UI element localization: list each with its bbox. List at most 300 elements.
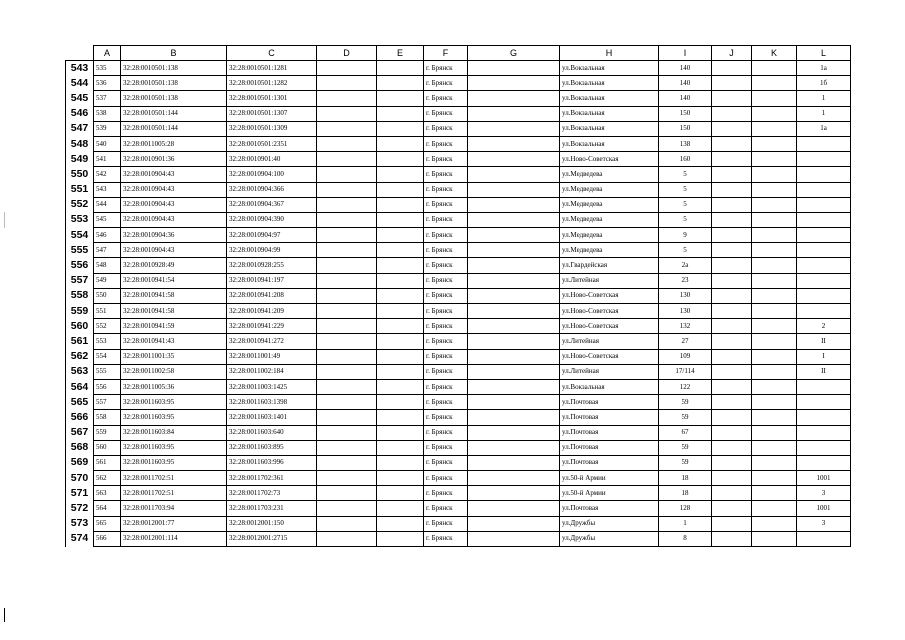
cell-l — [797, 288, 851, 303]
cell-l — [797, 395, 851, 410]
cell-f: г. Брянск — [424, 304, 468, 319]
table-row — [66, 471, 851, 486]
cell-i: 130 — [659, 304, 712, 319]
cell-l — [797, 440, 851, 455]
cell-f: г. Брянск — [424, 455, 468, 470]
cell-e — [377, 136, 424, 151]
cell-d — [317, 410, 377, 425]
cell-h: ул.Ново-Советская — [560, 288, 659, 303]
cell-l: 3 — [797, 516, 851, 531]
row-number: 549 — [66, 152, 94, 167]
cell-c: 32:28:0010941:197 — [227, 273, 317, 288]
cell-d — [317, 243, 377, 258]
table-row — [66, 61, 851, 76]
cell-c: 32:28:0010941:208 — [227, 288, 317, 303]
cell-i: 23 — [659, 273, 712, 288]
cell-k — [752, 486, 797, 501]
cell-i: 5 — [659, 167, 712, 182]
cell-g — [468, 136, 560, 151]
cell-i: 18 — [659, 471, 712, 486]
table-row — [66, 349, 851, 364]
column-header-d: D — [317, 46, 377, 61]
cell-a: 559 — [94, 425, 121, 440]
cell-l — [797, 531, 851, 546]
row-number: 547 — [66, 121, 94, 136]
cell-g — [468, 425, 560, 440]
cell-l — [797, 258, 851, 273]
cell-k — [752, 364, 797, 379]
cell-i: 5 — [659, 212, 712, 227]
cell-l: 1а — [797, 61, 851, 76]
cell-d — [317, 91, 377, 106]
cell-j — [712, 212, 752, 227]
row-number: 569 — [66, 455, 94, 470]
cell-h: ул.Почтовая — [560, 410, 659, 425]
cell-c: 32:28:0011603:1401 — [227, 410, 317, 425]
cell-f: г. Брянск — [424, 258, 468, 273]
cell-d — [317, 364, 377, 379]
cell-c: 32:28:0010904:390 — [227, 212, 317, 227]
cell-b: 32:28:0010941:59 — [121, 319, 227, 334]
cell-c: 32:28:0012001:2715 — [227, 531, 317, 546]
cell-k — [752, 501, 797, 516]
cell-d — [317, 349, 377, 364]
cell-e — [377, 167, 424, 182]
cell-e — [377, 455, 424, 470]
cell-j — [712, 455, 752, 470]
cell-k — [752, 258, 797, 273]
row-number: 558 — [66, 288, 94, 303]
cell-g — [468, 182, 560, 197]
cell-l — [797, 167, 851, 182]
row-number: 551 — [66, 182, 94, 197]
cell-j — [712, 228, 752, 243]
cell-k — [752, 273, 797, 288]
cell-k — [752, 76, 797, 91]
cell-a: 560 — [94, 440, 121, 455]
row-number: 571 — [66, 486, 94, 501]
cell-i: 5 — [659, 197, 712, 212]
cell-d — [317, 258, 377, 273]
cell-c: 32:28:0010501:1309 — [227, 121, 317, 136]
cell-h: ул.Вокзальная — [560, 379, 659, 394]
cell-k — [752, 121, 797, 136]
cell-g — [468, 304, 560, 319]
cell-d — [317, 273, 377, 288]
cell-a: 541 — [94, 152, 121, 167]
cell-j — [712, 486, 752, 501]
cell-h: ул.Литейная — [560, 334, 659, 349]
cell-a: 539 — [94, 121, 121, 136]
cell-d — [317, 379, 377, 394]
row-number: 545 — [66, 91, 94, 106]
table-row — [66, 501, 851, 516]
cell-l — [797, 212, 851, 227]
cell-d — [317, 167, 377, 182]
cell-g — [468, 167, 560, 182]
cell-a: 548 — [94, 258, 121, 273]
table-row — [66, 425, 851, 440]
cell-a: 536 — [94, 76, 121, 91]
cell-g — [468, 121, 560, 136]
cell-f: г. Брянск — [424, 334, 468, 349]
cell-d — [317, 425, 377, 440]
cell-g — [468, 106, 560, 121]
cell-b: 32:28:0010501:144 — [121, 121, 227, 136]
cell-b: 32:28:0010904:43 — [121, 197, 227, 212]
cell-g — [468, 61, 560, 76]
cell-k — [752, 395, 797, 410]
cell-d — [317, 197, 377, 212]
cell-a: 553 — [94, 334, 121, 349]
cell-f: г. Брянск — [424, 76, 468, 91]
cell-f: г. Брянск — [424, 501, 468, 516]
cell-b: 32:28:0011603:95 — [121, 395, 227, 410]
cell-b: 32:28:0010904:43 — [121, 243, 227, 258]
cell-l: 1б — [797, 76, 851, 91]
cell-g — [468, 471, 560, 486]
cell-g — [468, 319, 560, 334]
cell-i: 59 — [659, 455, 712, 470]
cell-k — [752, 304, 797, 319]
cell-c: 32:28:0010501:1282 — [227, 76, 317, 91]
row-number: 573 — [66, 516, 94, 531]
cell-g — [468, 334, 560, 349]
spreadsheet-table — [65, 45, 851, 547]
cell-e — [377, 364, 424, 379]
cell-b: 32:28:0010941:58 — [121, 288, 227, 303]
cell-l: I — [797, 349, 851, 364]
cell-k — [752, 61, 797, 76]
cell-h: ул.Медведева — [560, 167, 659, 182]
cell-h: ул.Медведева — [560, 182, 659, 197]
cell-h: ул.Почтовая — [560, 455, 659, 470]
column-header-g: G — [468, 46, 560, 61]
row-number: 557 — [66, 273, 94, 288]
cell-i: 132 — [659, 319, 712, 334]
table-row — [66, 243, 851, 258]
cell-k — [752, 455, 797, 470]
cell-h: ул.Медведева — [560, 228, 659, 243]
cell-i: 9 — [659, 228, 712, 243]
cell-e — [377, 379, 424, 394]
column-header-i: I — [659, 46, 712, 61]
table-row — [66, 197, 851, 212]
cell-f: г. Брянск — [424, 516, 468, 531]
cell-e — [377, 516, 424, 531]
cell-a: 540 — [94, 136, 121, 151]
table-row — [66, 258, 851, 273]
cell-a: 561 — [94, 455, 121, 470]
cell-j — [712, 425, 752, 440]
table-row — [66, 91, 851, 106]
cell-f: г. Брянск — [424, 319, 468, 334]
cell-b: 32:28:0010941:58 — [121, 304, 227, 319]
cell-a: 564 — [94, 501, 121, 516]
cell-i: 67 — [659, 425, 712, 440]
cell-l: II — [797, 364, 851, 379]
cell-h: ул.Вокзальная — [560, 136, 659, 151]
cell-c: 32:28:0010941:272 — [227, 334, 317, 349]
cell-j — [712, 334, 752, 349]
cell-h: ул.Дружбы — [560, 516, 659, 531]
cell-d — [317, 228, 377, 243]
cell-l — [797, 410, 851, 425]
cell-k — [752, 334, 797, 349]
cell-a: 546 — [94, 228, 121, 243]
cell-e — [377, 61, 424, 76]
table-row — [66, 136, 851, 151]
table-row — [66, 455, 851, 470]
row-number: 559 — [66, 304, 94, 319]
row-number: 544 — [66, 76, 94, 91]
cell-g — [468, 212, 560, 227]
cell-f: г. Брянск — [424, 243, 468, 258]
cell-e — [377, 106, 424, 121]
cell-l: 1а — [797, 121, 851, 136]
cell-f: г. Брянск — [424, 471, 468, 486]
cell-c: 32:28:0011603:996 — [227, 455, 317, 470]
cell-a: 563 — [94, 486, 121, 501]
cell-d — [317, 121, 377, 136]
cell-l — [797, 152, 851, 167]
row-number: 570 — [66, 471, 94, 486]
cell-k — [752, 379, 797, 394]
cell-a: 551 — [94, 304, 121, 319]
margin-mark — [4, 608, 5, 622]
cell-b: 32:28:0011702:51 — [121, 486, 227, 501]
cell-c: 32:28:0011603:1398 — [227, 395, 317, 410]
table-row — [66, 228, 851, 243]
cell-i: 8 — [659, 531, 712, 546]
cell-h: ул.Медведева — [560, 197, 659, 212]
cell-h: ул.Медведева — [560, 212, 659, 227]
cell-a: 547 — [94, 243, 121, 258]
cell-d — [317, 152, 377, 167]
cell-i: 59 — [659, 440, 712, 455]
cell-h: ул.Литейная — [560, 273, 659, 288]
row-number: 572 — [66, 501, 94, 516]
cell-f: г. Брянск — [424, 61, 468, 76]
cell-b: 32:28:0011001:35 — [121, 349, 227, 364]
cell-h: ул.Вокзальная — [560, 106, 659, 121]
cell-d — [317, 501, 377, 516]
cell-j — [712, 349, 752, 364]
table-row — [66, 273, 851, 288]
cell-g — [468, 76, 560, 91]
cell-d — [317, 212, 377, 227]
cell-c: 32:28:0010904:100 — [227, 167, 317, 182]
table-row — [66, 379, 851, 394]
cell-j — [712, 182, 752, 197]
column-header-row — [66, 46, 851, 61]
cell-e — [377, 531, 424, 546]
cell-j — [712, 121, 752, 136]
cell-h: ул.Дружбы — [560, 531, 659, 546]
cell-g — [468, 410, 560, 425]
table-body — [66, 61, 851, 547]
cell-c: 32:28:0010501:1307 — [227, 106, 317, 121]
cell-g — [468, 455, 560, 470]
cell-l — [797, 136, 851, 151]
cell-i: 160 — [659, 152, 712, 167]
cell-k — [752, 288, 797, 303]
cell-j — [712, 273, 752, 288]
table-row — [66, 516, 851, 531]
cell-e — [377, 486, 424, 501]
cell-d — [317, 334, 377, 349]
cell-b: 32:28:0011005:36 — [121, 379, 227, 394]
cell-c: 32:28:0011702:73 — [227, 486, 317, 501]
cell-i: 59 — [659, 410, 712, 425]
cell-l — [797, 197, 851, 212]
cell-a: 552 — [94, 319, 121, 334]
cell-h: ул.Ново-Советская — [560, 152, 659, 167]
row-number: 565 — [66, 395, 94, 410]
cell-e — [377, 319, 424, 334]
cell-j — [712, 516, 752, 531]
cell-h: ул.Вокзальная — [560, 91, 659, 106]
cell-g — [468, 197, 560, 212]
cell-f: г. Брянск — [424, 197, 468, 212]
cell-e — [377, 288, 424, 303]
cell-h: ул.Гвардейская — [560, 258, 659, 273]
cell-b: 32:28:0010501:144 — [121, 106, 227, 121]
cell-e — [377, 228, 424, 243]
cell-g — [468, 273, 560, 288]
cell-f: г. Брянск — [424, 531, 468, 546]
cell-i: 140 — [659, 76, 712, 91]
cell-k — [752, 440, 797, 455]
cell-g — [468, 364, 560, 379]
cell-j — [712, 471, 752, 486]
cell-k — [752, 425, 797, 440]
cell-a: 550 — [94, 288, 121, 303]
cell-f: г. Брянск — [424, 379, 468, 394]
cell-j — [712, 304, 752, 319]
cell-i: 1 — [659, 516, 712, 531]
cell-k — [752, 167, 797, 182]
cell-a: 554 — [94, 349, 121, 364]
row-number: 546 — [66, 106, 94, 121]
column-header-h: H — [560, 46, 659, 61]
cell-e — [377, 182, 424, 197]
cell-g — [468, 258, 560, 273]
cell-b: 32:28:0010901:36 — [121, 152, 227, 167]
cell-g — [468, 486, 560, 501]
cell-h: ул.50-й Армии — [560, 471, 659, 486]
cell-k — [752, 410, 797, 425]
corner-cell — [66, 46, 94, 61]
cell-i: 150 — [659, 121, 712, 136]
cell-f: г. Брянск — [424, 440, 468, 455]
cell-i: 5 — [659, 243, 712, 258]
row-number: 554 — [66, 228, 94, 243]
cell-a: 555 — [94, 364, 121, 379]
cell-j — [712, 410, 752, 425]
column-header-c: C — [227, 46, 317, 61]
cell-c: 32:28:0010904:366 — [227, 182, 317, 197]
cell-e — [377, 425, 424, 440]
cell-j — [712, 106, 752, 121]
cell-g — [468, 516, 560, 531]
cell-c: 32:28:0010501:1301 — [227, 91, 317, 106]
cell-f: г. Брянск — [424, 288, 468, 303]
cell-l: 1001 — [797, 501, 851, 516]
column-header-b: B — [121, 46, 227, 61]
cell-l — [797, 455, 851, 470]
cell-b: 32:28:0011603:95 — [121, 410, 227, 425]
row-number: 543 — [66, 61, 94, 76]
cell-e — [377, 440, 424, 455]
cell-i: 122 — [659, 379, 712, 394]
cell-d — [317, 471, 377, 486]
table-row — [66, 288, 851, 303]
column-header-j: J — [712, 46, 752, 61]
cell-h: ул.Ново-Советская — [560, 349, 659, 364]
cell-d — [317, 182, 377, 197]
cell-h: ул.Вокзальная — [560, 61, 659, 76]
cell-f: г. Брянск — [424, 91, 468, 106]
row-number: 574 — [66, 531, 94, 546]
cell-i: 17/114 — [659, 364, 712, 379]
cell-k — [752, 212, 797, 227]
cell-j — [712, 364, 752, 379]
row-number: 563 — [66, 364, 94, 379]
cell-e — [377, 197, 424, 212]
cell-b: 32:28:0010501:138 — [121, 76, 227, 91]
cell-b: 32:28:0010501:138 — [121, 91, 227, 106]
cell-i: 59 — [659, 395, 712, 410]
cell-d — [317, 288, 377, 303]
cell-l: II — [797, 334, 851, 349]
cell-a: 562 — [94, 471, 121, 486]
cell-e — [377, 258, 424, 273]
cell-l: 1001 — [797, 471, 851, 486]
row-number: 550 — [66, 167, 94, 182]
table-row — [66, 410, 851, 425]
cell-h: ул.Почтовая — [560, 501, 659, 516]
cell-b: 32:28:0011002:58 — [121, 364, 227, 379]
cell-l — [797, 182, 851, 197]
cell-g — [468, 349, 560, 364]
cell-i: 27 — [659, 334, 712, 349]
cell-j — [712, 243, 752, 258]
table-row — [66, 76, 851, 91]
column-header-k: K — [752, 46, 797, 61]
cell-c: 32:28:0010941:229 — [227, 319, 317, 334]
cell-f: г. Брянск — [424, 228, 468, 243]
cell-a: 557 — [94, 395, 121, 410]
cell-f: г. Брянск — [424, 121, 468, 136]
cell-h: ул.Медведева — [560, 243, 659, 258]
cell-k — [752, 106, 797, 121]
cell-d — [317, 304, 377, 319]
cell-h: ул.Литейная — [560, 364, 659, 379]
cell-a: 556 — [94, 379, 121, 394]
cell-c: 32:28:0011702:361 — [227, 471, 317, 486]
cell-h: ул.Почтовая — [560, 425, 659, 440]
cell-d — [317, 455, 377, 470]
cell-j — [712, 258, 752, 273]
cell-j — [712, 136, 752, 151]
cell-c: 32:28:0010928:255 — [227, 258, 317, 273]
cell-f: г. Брянск — [424, 182, 468, 197]
cell-b: 32:28:0011603:95 — [121, 440, 227, 455]
cell-c: 32:28:0011003:1425 — [227, 379, 317, 394]
cell-j — [712, 76, 752, 91]
cell-f: г. Брянск — [424, 167, 468, 182]
